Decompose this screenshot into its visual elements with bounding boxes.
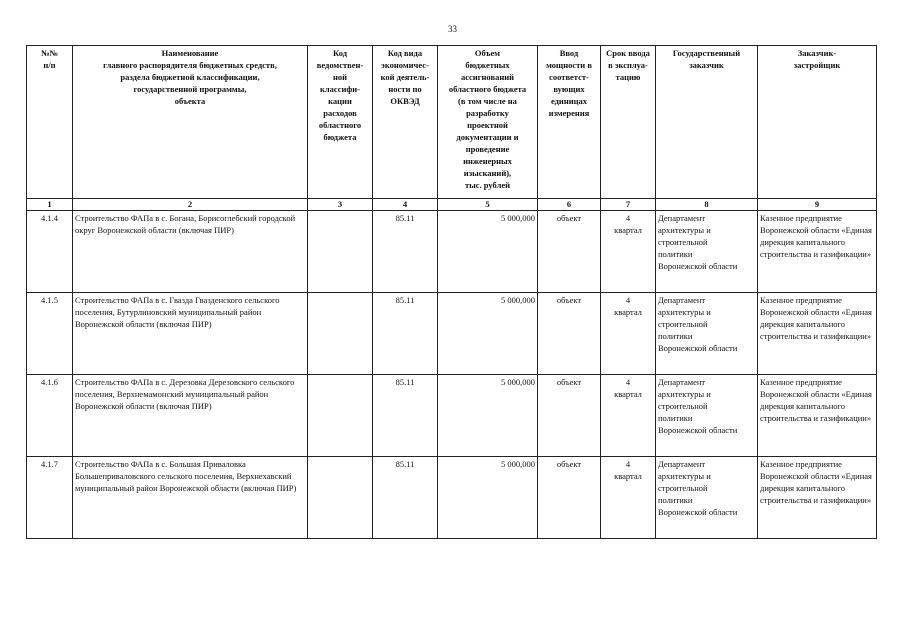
capacity-unit-cell: объект [538,211,601,293]
amount-cell: 5 000,000 [438,293,538,375]
budget-table [26,45,877,539]
page-number: 33 [448,24,457,34]
okved-cell: 85.11 [373,375,438,457]
column-number-8: 8 [656,199,758,211]
customer-developer-cell: Казенное предприятие Воронежской области «Единая дирекция капитального строительства и газификации» [758,457,877,539]
column-number-row [27,199,877,211]
okved-cell: 85.11 [373,457,438,539]
row-number-cell: 4.1.6 [27,375,73,457]
column-header-num: №№ п/п [27,46,73,199]
capacity-unit-cell: объект [538,375,601,457]
object-name-cell: Строительство ФАПа в с. Дерезовка Дерезовского сельского поселения, Верхнемамонский муниципальный район Воронежской области (включая ПИР) [73,375,308,457]
okved-cell: 85.11 [373,211,438,293]
table-row [27,293,877,375]
state-client-cell: Департамент архитектуры и строительной политики Воронежской области [656,375,758,457]
object-name-cell: Строительство ФАПа в с. Гвазда Гвазденского сельского поселения, Бутурлиновский муниципальный район Воронежской области (включая ПИР) [73,293,308,375]
state-client-cell: Департамент архитектуры и строительной политики Воронежской области [656,211,758,293]
dept-code-cell [308,457,373,539]
commission-term-cell: 4 квартал [601,293,656,375]
table-body [27,211,877,539]
table-row [27,457,877,539]
state-client-cell: Департамент архитектуры и строительной политики Воронежской области [656,457,758,539]
column-header-name: Наименование главного распорядителя бюджетных средств, раздела бюджетной классификации, государственной программы, объекта [73,46,308,199]
column-header-amount: Объем бюджетных ассигнований областного бюджета (в том числе на разработку проектной документации и проведение инженерных изысканий), тыс. рублей [438,46,538,199]
column-header-client: Государственный заказчик [656,46,758,199]
dept-code-cell [308,211,373,293]
column-number-6: 6 [538,199,601,211]
column-header-dept: Код ведомствен- ной классифи- кации расходов областного бюджета [308,46,373,199]
dept-code-cell [308,293,373,375]
column-number-9: 9 [758,199,877,211]
amount-cell: 5 000,000 [438,211,538,293]
customer-developer-cell: Казенное предприятие Воронежской области «Единая дирекция капитального строительства и газификации» [758,293,877,375]
column-header-term: Срок ввода в эксплуа- тацию [601,46,656,199]
column-header-unit: Ввод мощности в соответст- вующих единицах измерения [538,46,601,199]
capacity-unit-cell: объект [538,293,601,375]
row-number-cell: 4.1.7 [27,457,73,539]
column-number-3: 3 [308,199,373,211]
amount-cell: 5 000,000 [438,375,538,457]
customer-developer-cell: Казенное предприятие Воронежской области «Единая дирекция капитального строительства и газификации» [758,375,877,457]
column-header-customer: Заказчик- застройщик [758,46,877,199]
column-number-4: 4 [373,199,438,211]
column-number-2: 2 [73,199,308,211]
state-client-cell: Департамент архитектуры и строительной политики Воронежской области [656,293,758,375]
dept-code-cell [308,375,373,457]
commission-term-cell: 4 квартал [601,211,656,293]
row-number-cell: 4.1.4 [27,211,73,293]
customer-developer-cell: Казенное предприятие Воронежской области «Единая дирекция капитального строительства и газификации» [758,211,877,293]
column-header-okved: Код вида экономичес- кой деятель- ности по ОКВЭД [373,46,438,199]
row-number-cell: 4.1.5 [27,293,73,375]
table-row [27,211,877,293]
header-row [27,46,877,199]
object-name-cell: Строительство ФАПа в с. Большая Приваловка Большеприваловского сельского поселения, Верхнехавский муниципальный район Воронежской области (включая ПИР) [73,457,308,539]
column-number-1: 1 [27,199,73,211]
capacity-unit-cell: объект [538,457,601,539]
commission-term-cell: 4 квартал [601,457,656,539]
amount-cell: 5 000,000 [438,457,538,539]
object-name-cell: Строительство ФАПа в с. Богана, Борисоглебский городской округ Воронежской области (включая ПИР) [73,211,308,293]
table-row [27,375,877,457]
commission-term-cell: 4 квартал [601,375,656,457]
column-number-7: 7 [601,199,656,211]
okved-cell: 85.11 [373,293,438,375]
column-number-5: 5 [438,199,538,211]
